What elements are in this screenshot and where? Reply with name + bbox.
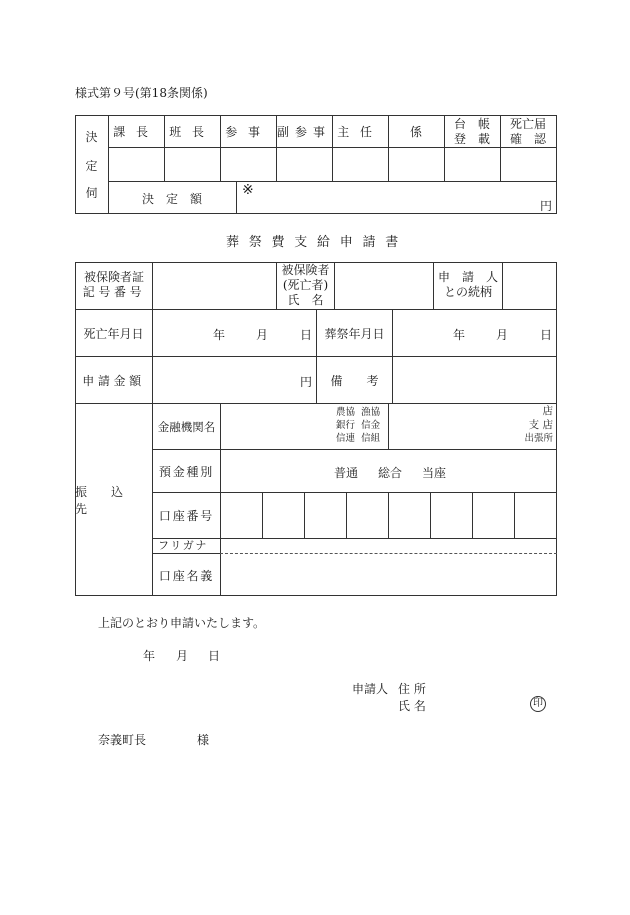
- bank-type-option[interactable]: 農協: [336, 407, 356, 418]
- label-line: 申 請 人: [437, 270, 498, 284]
- branch-type-option[interactable]: 支 店: [528, 419, 553, 431]
- funeral-date-field[interactable]: [393, 310, 556, 356]
- funeral-day-unit: 日: [540, 328, 553, 342]
- form-number: 様式第９号(第18条関係): [75, 86, 208, 100]
- funeral-year-unit: 年: [453, 328, 466, 342]
- branch-name-field[interactable]: [389, 404, 509, 449]
- ledger-line: 台 帳: [453, 117, 490, 131]
- account-digit-box[interactable]: [431, 493, 472, 538]
- death-month-unit: 月: [256, 328, 269, 342]
- stamp-box-death-notice[interactable]: [500, 148, 556, 181]
- decision-side-char: 決: [85, 130, 98, 144]
- furigana-field[interactable]: [221, 539, 556, 553]
- stamp-box-chief[interactable]: [332, 148, 388, 181]
- label-line: 被保険者: [281, 263, 330, 277]
- relation-label: [434, 270, 502, 300]
- death-date-field[interactable]: [153, 310, 316, 356]
- header-staff: 係: [409, 124, 422, 139]
- deposit-type-options: [221, 450, 556, 492]
- label-line: 記号番号: [82, 285, 146, 299]
- branch-type-option[interactable]: 出張所: [524, 433, 553, 444]
- claim-amount-field[interactable]: [153, 357, 316, 403]
- claim-amount-label: 申請金額: [82, 373, 145, 388]
- account-holder-field[interactable]: [221, 554, 556, 596]
- account-digit-box[interactable]: [515, 493, 556, 538]
- death-date-label: 死亡年月日: [83, 326, 144, 341]
- stamp-box-counselor[interactable]: [220, 148, 276, 181]
- addressee-name: 奈義町長: [98, 733, 147, 747]
- addressee-suffix: 様: [197, 733, 210, 747]
- insured-number-field[interactable]: [153, 263, 276, 309]
- branch-type-option[interactable]: 店: [542, 405, 553, 417]
- stamp-box-deputy-counselor[interactable]: [276, 148, 332, 181]
- label-line: 氏 名: [287, 293, 324, 307]
- account-number-label: 口座番号: [158, 509, 215, 523]
- bank-type-options: [336, 406, 388, 445]
- ledger-line: 登 載: [453, 132, 490, 146]
- bank-type-option[interactable]: 信連: [336, 433, 356, 444]
- deposit-type-ordinary[interactable]: 普通: [334, 466, 359, 480]
- header-counselor: 参事: [225, 124, 271, 139]
- applicant-address-field[interactable]: [440, 678, 550, 694]
- label-line: との続柄: [443, 285, 492, 299]
- applicant-name-label: 氏 名: [398, 699, 426, 713]
- remarks-label: 備 考: [330, 373, 379, 388]
- bank-type-option[interactable]: 銀行: [336, 420, 356, 431]
- applicant-name-field[interactable]: [440, 695, 525, 711]
- account-digit-box[interactable]: [305, 493, 346, 538]
- decision-amount-yen: 円: [540, 199, 553, 213]
- bank-name-field[interactable]: [221, 404, 331, 449]
- date-month-unit: 月: [176, 649, 189, 663]
- stamp-box-team-chief[interactable]: [164, 148, 220, 181]
- bank-type-option[interactable]: 信金: [361, 420, 381, 431]
- bank-name-label: 金融機関名: [157, 419, 216, 434]
- decision-amount-label: 決 定 額: [141, 191, 202, 206]
- decision-side-char: 伺: [85, 186, 98, 200]
- funeral-date-label: 葬祭年月日: [324, 326, 385, 341]
- date-day-unit: 日: [208, 649, 221, 663]
- account-digit-box[interactable]: [347, 493, 388, 538]
- applicant-address-label: 住 所: [398, 682, 426, 696]
- account-holder-label: 口座名義: [158, 568, 215, 583]
- declaration-text: 上記のとおり申請いたします。: [98, 616, 266, 630]
- applicant-prefix: 申請人: [352, 682, 389, 696]
- branch-type-options: [505, 404, 553, 446]
- label-line: 被保険者証: [83, 270, 144, 284]
- remarks-field[interactable]: [393, 357, 556, 403]
- deposit-type-label: 預金種別: [158, 464, 215, 479]
- header-deputy-counselor: 副参事: [276, 124, 331, 139]
- header-death-notice: [500, 117, 556, 147]
- furigana-label: フリガナ: [158, 539, 209, 552]
- death-day-unit: 日: [300, 328, 313, 342]
- header-section-chief: 課長: [113, 124, 159, 139]
- account-digit-box[interactable]: [263, 493, 304, 538]
- bank-type-option[interactable]: 漁協: [361, 407, 381, 418]
- header-team-chief: 班長: [169, 124, 215, 139]
- header-ledger: [444, 117, 500, 147]
- label-line: (死亡者): [282, 278, 329, 292]
- stamp-box-section-chief[interactable]: [108, 148, 164, 181]
- deposit-type-current[interactable]: 当座: [422, 466, 447, 480]
- decision-side-char: 定: [85, 159, 98, 173]
- insured-number-label: [78, 270, 150, 300]
- bank-type-option[interactable]: 信組: [361, 433, 381, 444]
- deposit-type-general[interactable]: 総合: [378, 466, 403, 480]
- stamp-box-staff[interactable]: [388, 148, 444, 181]
- account-digit-box[interactable]: [473, 493, 514, 538]
- header-chief: 主任: [337, 124, 383, 139]
- stamp-box-ledger[interactable]: [444, 148, 500, 181]
- account-digit-box[interactable]: [221, 493, 262, 538]
- death-notice-line: 死亡届: [509, 117, 546, 131]
- seal-icon: 印: [530, 696, 546, 712]
- decision-amount-field[interactable]: [258, 182, 533, 214]
- document-title: 葬祭費支給申請書: [226, 235, 409, 250]
- death-notice-line: 確 認: [509, 132, 546, 146]
- death-year-unit: 年: [213, 328, 226, 342]
- transfer-destination-label: 振 込 先: [75, 485, 148, 516]
- date-year-unit: 年: [143, 649, 156, 663]
- insured-name-field[interactable]: [335, 263, 433, 309]
- funeral-month-unit: 月: [496, 328, 509, 342]
- note-mark: ※: [242, 182, 254, 198]
- insured-name-label: [277, 263, 334, 308]
- relation-field[interactable]: [503, 263, 556, 309]
- claim-amount-yen: 円: [300, 375, 313, 389]
- account-digit-box[interactable]: [389, 493, 430, 538]
